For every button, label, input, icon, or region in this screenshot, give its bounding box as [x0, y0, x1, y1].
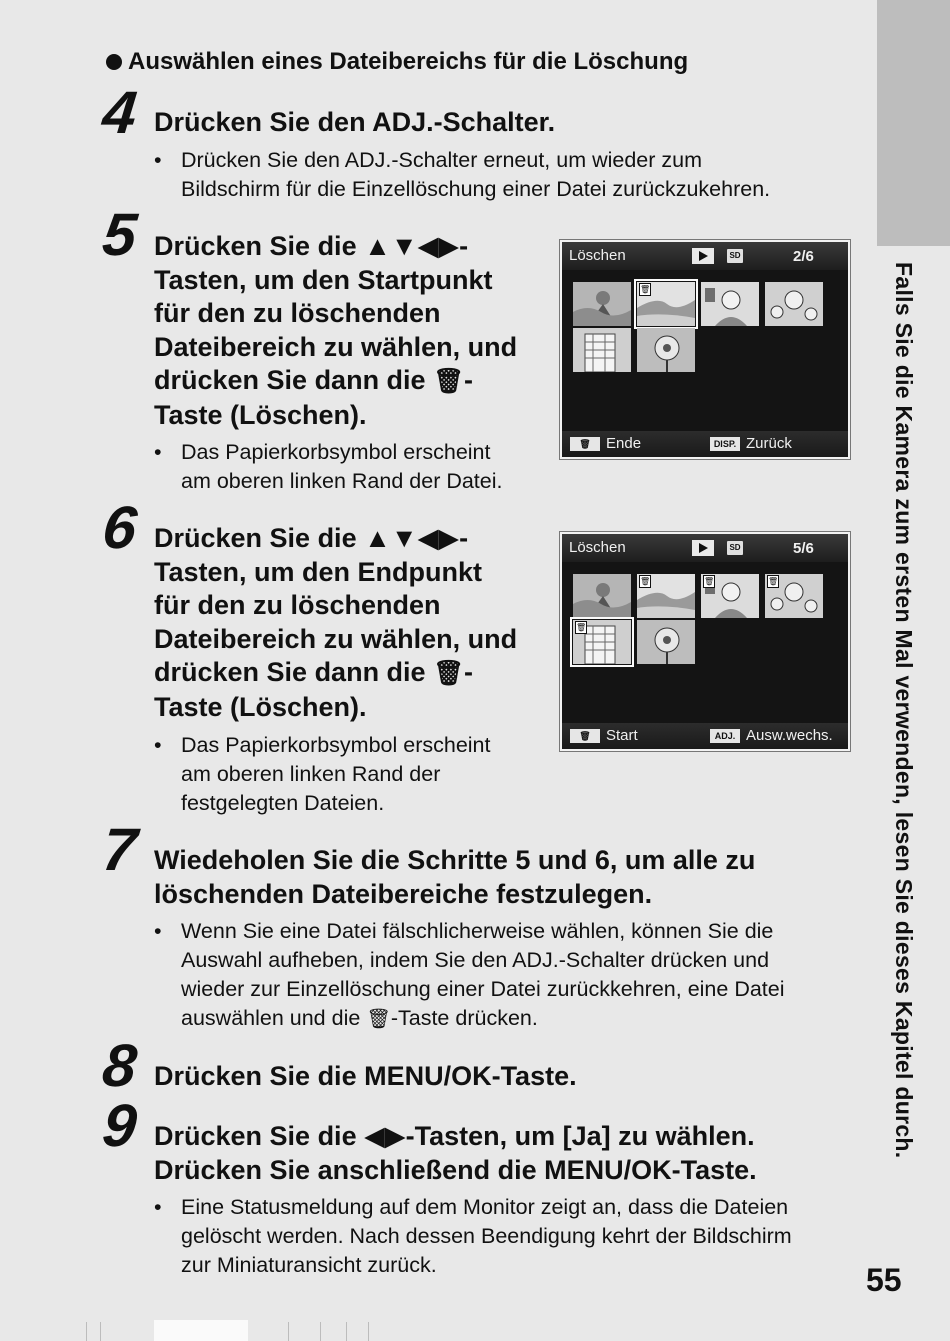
disp-button-icon: DISP.: [710, 437, 740, 451]
step-number: 5: [99, 201, 140, 268]
screen-title: Löschen: [569, 539, 626, 556]
step-title: Drücken Sie die ▲▼◀▶- Tasten, um den Endpunkt für den zu löschenden Dateibereich zu wählen, und drücken Sie dann die 🗑- Taste (Löschen).: [154, 523, 518, 722]
chapter-side-text: Falls Sie die Kamera zum ersten Mal verwenden, lesen Sie dieses Kapitel durch.: [891, 262, 917, 1159]
file-counter: 5/6: [793, 540, 814, 557]
left-button-label: Start: [606, 727, 638, 744]
bottom-edge-line: [100, 1322, 101, 1341]
bottom-edge-line: [288, 1322, 289, 1341]
arrow-keys-icon: ▲▼◀▶: [364, 231, 460, 261]
trash-icon: 🗑: [433, 368, 464, 395]
thumbnail-picture: [573, 574, 631, 618]
playback-icon: [692, 540, 714, 556]
thumbnail-image[interactable]: [573, 620, 631, 664]
trash-mark-icon: 🗑: [576, 623, 587, 632]
step-note: • Drücken Sie den ADJ.-Schalter erneut, um wieder zum Bildschirm für die Einzellöschung einer Datei zurückzukehren.: [154, 148, 771, 201]
left-right-arrows-icon: ◀▶: [364, 1121, 406, 1151]
thumbnail-image[interactable]: [637, 282, 695, 326]
sd-card-icon: SD: [727, 249, 743, 263]
thumbnail-image[interactable]: [573, 282, 631, 326]
bullet-icon: •: [154, 919, 162, 943]
thumbnail-picture: [573, 328, 631, 372]
thumbnail-picture: [573, 282, 631, 326]
step-title: Drücken Sie die ▲▼◀▶- Tasten, um den Startpunkt für den zu löschenden Dateibereich zu wählen, und drücken Sie dann die 🗑- Taste (Löschen).: [154, 231, 518, 430]
thumbnail-image[interactable]: [765, 282, 823, 326]
trash-button-icon: 🗑: [570, 729, 600, 743]
step-number: 8: [99, 1032, 140, 1099]
step-number: 7: [99, 816, 140, 883]
step-number: 6: [99, 494, 140, 561]
section-title: Auswählen eines Dateibereichs für die Löschung: [106, 48, 688, 76]
thumbnail-picture: [637, 620, 695, 664]
trash-icon: 🗑: [366, 1008, 391, 1030]
bullet-dot-icon: [106, 54, 122, 70]
trash-mark-icon: 🗑: [640, 577, 651, 586]
thumbnail-picture: [637, 328, 695, 372]
bullet-icon: •: [154, 1195, 162, 1219]
thumbnail-picture: [765, 282, 823, 326]
trash-mark-icon: 🗑: [640, 285, 651, 294]
bullet-icon: •: [154, 440, 162, 464]
thumbnail-picture: [701, 282, 759, 326]
step-title: Wiedeholen Sie die Schritte 5 und 6, um alle zu löschenden Dateibereiche festzulegen.: [154, 845, 756, 909]
chapter-tab: [877, 0, 950, 246]
file-counter: 2/6: [793, 248, 814, 265]
trash-icon: 🗑: [433, 660, 464, 687]
right-button-label: Ausw.wechs.: [746, 727, 833, 744]
screen-header: [562, 534, 848, 562]
bullet-icon: •: [154, 148, 162, 172]
playback-icon: [692, 248, 714, 264]
bottom-edge-line: [320, 1322, 321, 1341]
left-button-label: Ende: [606, 435, 642, 452]
step-note: • Das Papierkorbsymbol erscheint am oberen linken Rand der festgelegten Dateien.: [154, 733, 491, 815]
thumbnail-image[interactable]: [701, 282, 759, 326]
thumbnail-image[interactable]: [637, 620, 695, 664]
step-number: 9: [99, 1092, 140, 1159]
trash-button-icon: 🗑: [570, 437, 600, 451]
thumbnail-image[interactable]: [701, 574, 759, 618]
trash-mark-icon: 🗑: [704, 577, 715, 586]
adj-button-icon: ADJ.: [710, 729, 740, 743]
bullet-icon: •: [154, 733, 162, 757]
step-title: Drücken Sie die ◀▶-Tasten, um [Ja] zu wählen. Drücken Sie anschließend die MENU/OK-Taste.: [154, 1121, 757, 1185]
step-title: Drücken Sie die MENU/OK-Taste.: [154, 1061, 577, 1091]
thumbnail-image[interactable]: [573, 574, 631, 618]
bottom-edge-mark: [154, 1320, 248, 1341]
arrow-keys-icon: ▲▼◀▶: [364, 523, 460, 553]
bottom-edge-line: [368, 1322, 369, 1341]
sd-card-icon: SD: [727, 541, 743, 555]
step-note: • Wenn Sie eine Datei fälschlicherweise wählen, können Sie die Auswahl aufheben, indem Sie den ADJ.-Schalter drücken und wieder zur Einzellöschung einer Datei zurückkehren, eine Datei auswählen und die 🗑-Taste drücken.: [154, 919, 785, 1030]
trash-mark-icon: 🗑: [768, 577, 779, 586]
thumbnail-image[interactable]: [573, 328, 631, 372]
step-note: • Eine Statusmeldung auf dem Monitor zeigt an, dass die Dateien gelöscht werden. Nach dessen Beendigung kehrt der Bildschirm zur Miniaturansicht zurück.: [154, 1195, 792, 1277]
camera-screen-start: [560, 240, 850, 459]
screen-footer: [562, 723, 848, 749]
step-number: 4: [99, 79, 140, 146]
thumbnail-image[interactable]: [637, 328, 695, 372]
screen-title: Löschen: [569, 247, 626, 264]
page-number: 55: [866, 1262, 902, 1298]
bottom-edge-line: [86, 1322, 87, 1341]
thumbnail-image[interactable]: [637, 574, 695, 618]
bottom-edge-line: [346, 1322, 347, 1341]
camera-screen-end: [560, 532, 850, 751]
screen-footer: [562, 431, 848, 457]
thumbnail-image[interactable]: [765, 574, 823, 618]
step-note: • Das Papierkorbsymbol erscheint am oberen linken Rand der Datei.: [154, 440, 503, 493]
step-title: Drücken Sie den ADJ.-Schalter.: [154, 107, 556, 137]
right-button-label: Zurück: [746, 435, 792, 452]
screen-header: [562, 242, 848, 270]
